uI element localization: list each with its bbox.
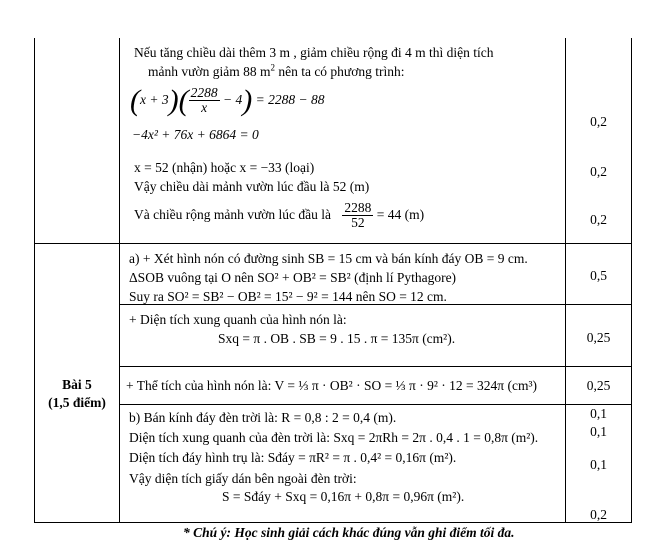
volume-formula: + Thể tích của hình nón là: V = ⅓ π · OB² · SO = ⅓ π · 9² · 12 = 324π (cm³): [126, 378, 537, 393]
score-cell: 0,2: [590, 212, 607, 227]
row-divider-1: [34, 243, 632, 244]
problem-line-1: Nếu tăng chiều dài thêm 3 m , giảm chiều rộng đi 4 m thì diện tích: [134, 45, 494, 60]
length-result: Vậy chiều dài mảnh vườn lúc đầu là 52 (m): [134, 179, 370, 194]
part-a-line-1: a) + Xét hình nón có đường sinh SB = 15 cm và bán kính đáy OB = 9 cm.: [129, 251, 528, 266]
table-border-left: [34, 38, 35, 523]
equation-2: −4x² + 76x + 6864 = 0: [132, 127, 259, 142]
part-b-line-3: Diện tích đáy hình trụ là: Sđáy = πR² = π . 0,4² = 0,16π (m²).: [129, 450, 457, 465]
score-cell: 0,2: [590, 114, 607, 129]
part-a-line-2: ΔSOB vuông tại O nên SO² + OB² = SB² (định lí Pythagore): [129, 270, 457, 285]
part-b-line-2: Diện tích xung quanh của đèn trời là: Sxq = 2πRh = 2π . 0,4 . 1 = 0,8π (m²).: [129, 430, 539, 445]
lateral-area-formula: Sxq = π . OB . SB = 9 . 15 . π = 135π (cm²).: [218, 331, 456, 346]
score-cell: 0,1: [590, 424, 607, 439]
score-cell: 0,5: [590, 268, 607, 283]
score-cell: 0,2: [590, 507, 607, 522]
score-cell: 0,25: [586, 330, 611, 345]
table-divider-label: [119, 38, 120, 523]
problem-line-2: mảnh vườn giảm 88 $m^2$ nên ta có phương trình:: [148, 62, 405, 79]
score-cell: 0,1: [590, 406, 607, 421]
row-divider-2: [119, 304, 632, 305]
score-cell: 0,25: [586, 378, 611, 393]
table-border-bottom: [34, 522, 632, 523]
table-border-right: [631, 38, 632, 523]
part-b-line-5: S = Sđáy + Sxq = 0,16π + 0,8π = 0,96π (m²).: [222, 489, 465, 504]
row-divider-4: [119, 404, 632, 405]
footnote: * Chú ý: Học sinh giải cách khác đúng vẫn ghi điểm tối đa.: [183, 525, 515, 540]
part-b-line-1: b) Bán kính đáy đèn trời là: R = 0,8 : 2 = 0,4 (m).: [129, 410, 397, 425]
problem-points: (1,5 điểm): [48, 395, 106, 410]
score-cell: 0,1: [590, 457, 607, 472]
row-divider-3: [119, 366, 632, 367]
lateral-area-heading: + Diện tích xung quanh của hình nón là:: [129, 312, 347, 327]
equation-1: (x + 3)( $\frac{2288}{x}$ − 4) = 2288 − 88: [130, 83, 325, 117]
solution-line: x = 52 (nhận) hoặc x = −33 (loại): [134, 160, 315, 175]
score-cell: 0,2: [590, 164, 607, 179]
part-a-line-3: Suy ra SO² = SB² − OB² = 15² − 9² = 144 nên SO = 12 cm.: [129, 289, 447, 304]
width-result: Và chiều rộng mảnh vườn lúc đầu là $\frac{2288}{52}$ = 44 (m): [134, 200, 425, 231]
part-b-line-4: Vậy diện tích giấy dán bên ngoài đèn trời:: [129, 471, 357, 486]
problem-label: Bài 5: [62, 377, 92, 392]
